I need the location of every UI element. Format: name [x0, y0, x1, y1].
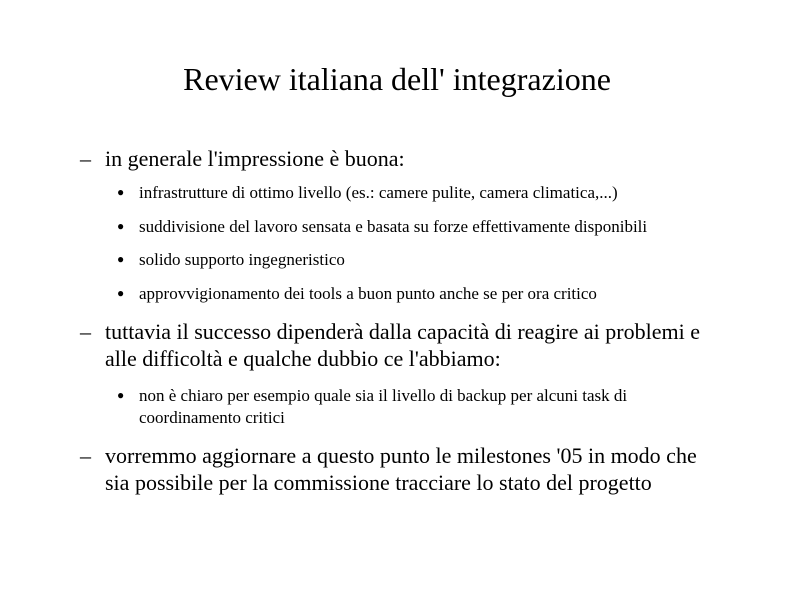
sub-bullet-1-1-text: infrastrutture di ottimo livello (es.: camere pulite, camera climatica,...)	[139, 183, 618, 202]
sub-bullet-2-1-line-1: non è chiaro per esempio quale sia il livello di backup per alcuni task di	[139, 386, 628, 405]
sub-bullet-2-1-line-2: coordinamento critici	[139, 408, 285, 427]
sub-bullet-1-3	[117, 249, 345, 271]
sub-bullet-1-3-text: solido supporto ingegneristico	[139, 250, 345, 269]
bullet-point-3-line-2: sia possibile per la commissione tracciare lo stato del progetto	[105, 470, 652, 495]
dash-bullet-icon: –	[80, 443, 91, 468]
sub-bullet-1-1	[117, 182, 618, 204]
dot-bullet-icon: ●	[117, 286, 125, 300]
dot-bullet-icon: ●	[117, 219, 125, 233]
dot-bullet-icon: ●	[117, 252, 125, 266]
bullet-point-2-line-2: alle difficoltà e qualche dubbio ce l'abbiamo:	[105, 346, 501, 371]
bullet-point-3-line-1: vorremmo aggiornare a questo punto le milestones '05 in modo che	[105, 443, 697, 468]
bullet-point-1-text: in generale l'impressione è buona:	[105, 146, 405, 171]
sub-bullet-1-4	[117, 283, 597, 305]
sub-bullet-1-2	[117, 216, 648, 238]
sub-bullet-1-4-text: approvvigionamento dei tools a buon punto anche se per ora critico	[139, 284, 597, 303]
dash-bullet-icon: –	[80, 146, 91, 171]
dot-bullet-icon: ●	[117, 388, 125, 402]
dash-bullet-icon: –	[80, 319, 91, 344]
bullet-point-1	[80, 145, 405, 172]
slide-title: Review italiana dell' integrazione	[183, 61, 611, 97]
bullet-point-2	[80, 318, 700, 372]
sub-bullet-1-2-text: suddivisione del lavoro sensata e basata su forze effettivamente disponibili	[139, 217, 648, 236]
bullet-point-3	[80, 442, 697, 496]
bullet-point-2-line-1: tuttavia il successo dipenderà dalla capacità di reagire ai problemi e	[105, 319, 700, 344]
dot-bullet-icon: ●	[117, 185, 125, 199]
sub-bullet-2-1	[117, 385, 628, 429]
